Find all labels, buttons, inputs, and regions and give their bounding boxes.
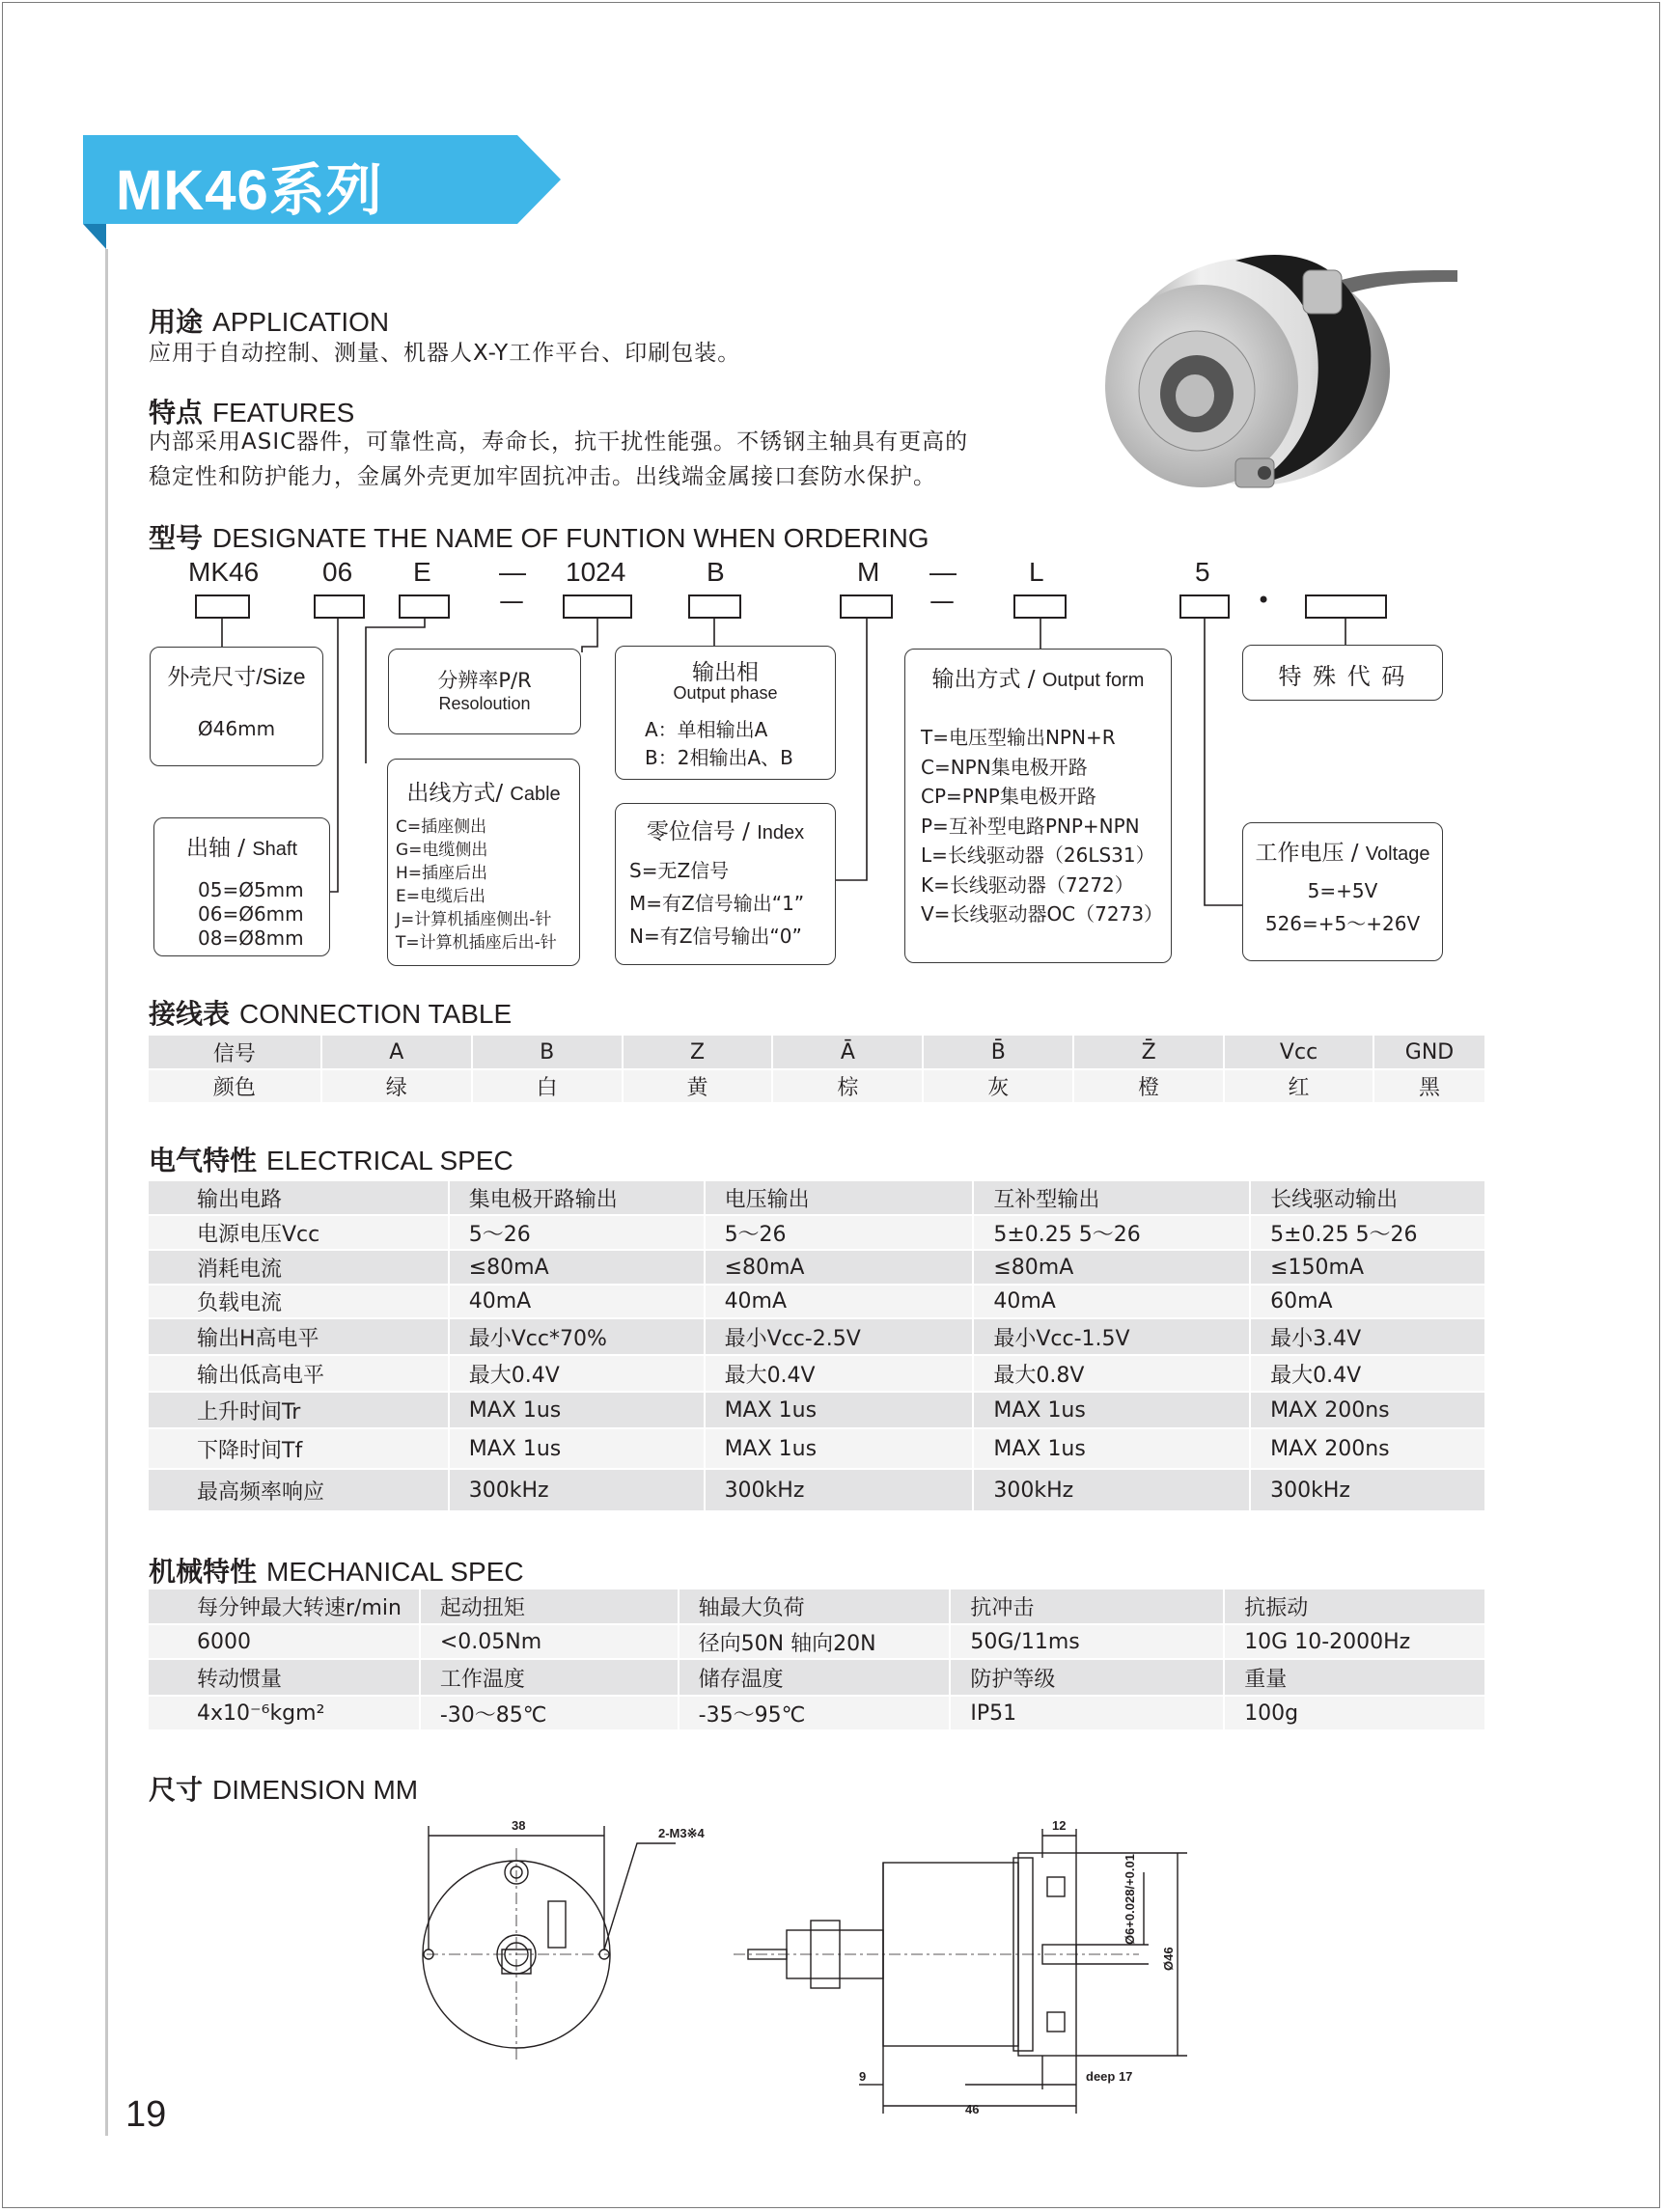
code-shaft: 06 [322, 557, 353, 587]
spec-row [149, 1659, 1485, 1696]
shaft-item: 08=Ø8mm [198, 926, 304, 950]
box-phase [615, 646, 836, 780]
spec-cell: 径向50N 轴向20N [679, 1624, 951, 1659]
application-title-cn: 用途 [149, 306, 204, 338]
spec-cell: 最小Vcc-2.5V [705, 1318, 974, 1355]
cable-item: H=插座后出 [396, 864, 488, 883]
spec-cell: 300kHz [449, 1469, 705, 1511]
spec-row [149, 1215, 1485, 1250]
dimension-drawing [405, 1805, 1197, 2123]
cable-item: T=计算机插座后出-针 [396, 933, 557, 953]
shaft-item: 06=Ø6mm [198, 902, 304, 926]
box-output-title: 输出方式 / Output form [931, 667, 1145, 692]
spec-cell: 最大0.4V [449, 1355, 705, 1392]
connection-cell: Z̄ [1073, 1036, 1224, 1069]
spec-cell: MAX 1us [705, 1428, 974, 1469]
spec-row [149, 1181, 1485, 1215]
code-cable: E [413, 557, 431, 587]
connection-cell: Ā [772, 1036, 923, 1069]
connection-cell: 白 [472, 1069, 623, 1103]
connection-heading [149, 993, 512, 1032]
cable-item: J=计算机插座侧出-针 [396, 910, 552, 929]
connection-cell: 信号 [149, 1036, 321, 1069]
index-item: N=有Z信号输出“0” [629, 925, 802, 948]
spec-cell: 重量 [1224, 1659, 1485, 1696]
spec-cell: 40mA [449, 1285, 705, 1318]
connection-cell: 绿 [321, 1069, 472, 1103]
spec-cell: 抗冲击 [950, 1590, 1224, 1624]
spec-cell: 互补型输出 [973, 1181, 1250, 1215]
spec-cell: <0.05Nm [420, 1624, 679, 1659]
spec-cell: ≤80mA [973, 1250, 1250, 1285]
spec-row [149, 1355, 1485, 1392]
box-phase-title: 输出相 [692, 660, 759, 685]
box-size-title: 外壳尺寸/Size [167, 664, 306, 689]
spec-cell: 输出电路 [149, 1181, 449, 1215]
box-resolution-sub: Resoloution [438, 694, 531, 713]
slot-dash-1: — [499, 587, 524, 616]
application-title-en: APPLICATION [212, 307, 390, 337]
box-resolution-title: 分辨率P/R [437, 669, 532, 692]
spec-cell: 最小Vcc-1.5V [973, 1318, 1250, 1355]
spec-cell: MAX 1us [449, 1392, 705, 1428]
spec-cell: 50G/11ms [950, 1624, 1224, 1659]
cable-item: C=插座侧出 [396, 817, 487, 837]
spec-cell: 每分钟最大转速r/min [149, 1590, 420, 1624]
dim-9: 9 [859, 2069, 867, 2084]
code-voltage: 5 [1195, 557, 1210, 587]
spec-cell: 5±0.25 5～26 [973, 1215, 1250, 1250]
mechanical-table [149, 1590, 1486, 1731]
voltage-item: 5=+5V [1307, 879, 1378, 902]
shaft-title-cn: 出轴 [185, 836, 231, 861]
spec-cell: 输出H高电平 [149, 1318, 449, 1355]
spec-cell: 转动惯量 [149, 1659, 420, 1696]
box-phase-items [645, 716, 793, 772]
dimension-title-cn: 尺寸 [149, 1774, 204, 1806]
code-dash-2: — [929, 557, 957, 587]
spec-cell: MAX 1us [705, 1392, 974, 1428]
spec-cell: 300kHz [973, 1469, 1250, 1511]
electrical-heading [149, 1140, 513, 1178]
spec-cell: 4x10⁻⁶kgm² [149, 1696, 420, 1730]
spec-cell: 上升时间Tr [149, 1392, 449, 1428]
output-title-en: Output form [1041, 670, 1145, 691]
connection-cell: B [472, 1036, 623, 1069]
box-shaft [153, 817, 330, 956]
spec-row [149, 1392, 1485, 1428]
spec-cell: 电压输出 [705, 1181, 974, 1215]
spec-row [149, 1428, 1485, 1469]
connection-row-signal [149, 1036, 1485, 1069]
dim-12: 12 [1052, 1818, 1067, 1833]
box-cable-items [396, 816, 557, 954]
output-item: T=电压型输出NPN+R [921, 726, 1116, 749]
spec-cell: 最小3.4V [1250, 1318, 1485, 1355]
spec-cell: 长线驱动输出 [1250, 1181, 1485, 1215]
connection-cell: 灰 [923, 1069, 1073, 1103]
dim-holes: 2-M3※4 [658, 1826, 705, 1840]
box-special-title: 特 殊 代 码 [1278, 663, 1407, 690]
spec-cell: -30～85℃ [420, 1696, 679, 1730]
spec-cell: 100g [1224, 1696, 1485, 1730]
spec-cell: 300kHz [705, 1469, 974, 1511]
code-output: L [1029, 557, 1044, 587]
spec-row [149, 1469, 1485, 1511]
spec-cell: MAX 1us [973, 1428, 1250, 1469]
spec-cell: 最高频率响应 [149, 1469, 449, 1511]
mechanical-title-cn: 机械特性 [149, 1556, 258, 1588]
electrical-title-cn: 电气特性 [149, 1145, 258, 1176]
spec-cell: 5±0.25 5～26 [1250, 1215, 1485, 1250]
box-output-items [921, 723, 1163, 929]
spec-cell: 最大0.8V [973, 1355, 1250, 1392]
voltage-title-cn: 工作电压 [1255, 841, 1345, 866]
connection-table [149, 1036, 1486, 1104]
box-shaft-title: 出轴 / Shaft [185, 836, 298, 861]
code-dash-1: — [499, 557, 526, 587]
spec-cell: 输出低高电平 [149, 1355, 449, 1392]
spec-row [149, 1318, 1485, 1355]
spec-cell: ≤150mA [1250, 1250, 1485, 1285]
box-resolution [388, 649, 581, 734]
index-title-en: Index [757, 822, 805, 843]
spec-cell: 负载电流 [149, 1285, 449, 1318]
slot-dash-2: — [929, 587, 955, 616]
connection-title-cn: 接线表 [149, 998, 231, 1030]
connection-cell: GND [1373, 1036, 1485, 1069]
connection-cell: A [321, 1036, 472, 1069]
index-title-cn: 零位信号 [646, 819, 735, 844]
spec-cell: 抗振动 [1224, 1590, 1485, 1624]
spec-cell: 5～26 [449, 1215, 705, 1250]
mechanical-heading [149, 1551, 524, 1590]
spec-cell: IP51 [950, 1696, 1224, 1730]
spec-cell: 电源电压Vcc [149, 1215, 449, 1250]
spec-row [149, 1250, 1485, 1285]
output-item: V=长线驱动器OC（7273） [921, 902, 1164, 926]
connection-cell: 红 [1224, 1069, 1373, 1103]
spec-cell: 40mA [705, 1285, 974, 1318]
connection-cell: Vcc [1224, 1036, 1373, 1069]
output-item: C=NPN集电极开路 [921, 755, 1088, 779]
spec-cell: ≤80mA [449, 1250, 705, 1285]
box-special [1242, 645, 1443, 701]
code-resolution: 1024 [566, 557, 626, 587]
slot-dot: • [1257, 587, 1271, 614]
box-size [150, 647, 323, 766]
shaft-item: 05=Ø5mm [198, 878, 304, 901]
connection-cell: 黑 [1373, 1069, 1485, 1103]
connection-row-color [149, 1069, 1485, 1103]
spec-row [149, 1285, 1485, 1318]
electrical-table [149, 1181, 1486, 1512]
voltage-item: 526=+5～+26V [1264, 912, 1421, 935]
box-phase-sub: Output phase [673, 683, 778, 703]
cable-item: E=电缆后出 [396, 887, 485, 906]
spec-cell: 消耗电流 [149, 1250, 449, 1285]
connection-cell: 颜色 [149, 1069, 321, 1103]
features-title-cn: 特点 [149, 397, 204, 429]
cable-title-en: Cable [510, 784, 561, 805]
spec-cell: 下降时间Tf [149, 1428, 449, 1469]
box-index-items [629, 854, 804, 953]
code-model: MK46 [188, 557, 260, 587]
code-phase: B [707, 557, 725, 587]
spec-cell: 最大0.4V [1250, 1355, 1485, 1392]
spec-cell: 60mA [1250, 1285, 1485, 1318]
box-voltage-title: 工作电压 / Voltage [1255, 841, 1430, 866]
box-size-value: Ø46mm [197, 717, 276, 740]
designate-title-en: DESIGNATE THE NAME OF FUNTION WHEN ORDERING [212, 523, 929, 553]
box-voltage [1242, 822, 1443, 961]
dim-46-dia: Ø46 [1161, 1947, 1176, 1971]
connection-cell: 黄 [623, 1069, 773, 1103]
voltage-title-en: Voltage [1365, 843, 1430, 865]
mechanical-title-en: MECHANICAL SPEC [266, 1557, 524, 1587]
spec-cell: 最小Vcc*70% [449, 1318, 705, 1355]
phase-item: B：2相输出A、B [645, 746, 793, 769]
cable-title-cn: 出线方式 [406, 781, 496, 806]
spec-cell: MAX 1us [973, 1392, 1250, 1428]
box-index [615, 803, 836, 965]
shaft-title-en: Shaft [252, 839, 298, 860]
series-title: MK46系列 [116, 159, 383, 222]
phase-item: A：单相输出A [645, 718, 768, 741]
output-item: K=长线驱动器（7272） [921, 872, 1134, 897]
box-output [904, 649, 1172, 963]
cable-item: G=电缆侧出 [396, 841, 488, 860]
features-line-2: 稳定性和防护能力，金属外壳更加牢固抗冲击。出线端金属接口套防水保护。 [149, 464, 936, 489]
spec-cell: 6000 [149, 1624, 420, 1659]
output-item: L=长线驱动器（26LS31） [921, 843, 1155, 867]
spec-cell: 集电极开路输出 [449, 1181, 705, 1215]
dim-38: 38 [512, 1818, 526, 1833]
index-item: S=无Z信号 [629, 859, 730, 882]
features-line-1: 内部采用ASIC器件，可靠性高，寿命长，抗干扰性能强。不锈钢主轴具有更高的 [149, 429, 969, 455]
dimension-title-en: DIMENSION MM [212, 1775, 419, 1805]
spec-row [149, 1624, 1485, 1659]
spec-cell: 10G 10-2000Hz [1224, 1624, 1485, 1659]
spec-cell: MAX 200ns [1250, 1428, 1485, 1469]
designate-title-cn: 型号 [149, 522, 204, 554]
code-index: M [857, 557, 880, 587]
output-item: CP=PNP集电极开路 [921, 785, 1096, 808]
spec-cell: 储存温度 [679, 1659, 951, 1696]
connection-cell: Z [623, 1036, 773, 1069]
dimension-heading [149, 1769, 418, 1808]
spec-cell: 300kHz [1250, 1469, 1485, 1511]
spec-cell: -35～95℃ [679, 1696, 951, 1730]
index-item: M=有Z信号输出“1” [629, 892, 805, 915]
spec-cell: MAX 1us [449, 1428, 705, 1469]
electrical-title-en: ELECTRICAL SPEC [266, 1146, 513, 1175]
box-cable-title: 出线方式/ Cable [406, 781, 561, 806]
page-number: 19 [125, 2094, 167, 2135]
box-index-title: 零位信号 / Index [646, 819, 805, 844]
application-text: 应用于自动控制、测量、机器人X-Y工作平台、印刷包装。 [149, 341, 741, 366]
spec-row [149, 1696, 1485, 1730]
features-title-en: FEATURES [212, 398, 355, 428]
box-cable [387, 759, 580, 966]
spec-cell: MAX 200ns [1250, 1392, 1485, 1428]
connection-title-en: CONNECTION TABLE [239, 999, 513, 1029]
connection-cell: B̄ [923, 1036, 1073, 1069]
dim-46: 46 [965, 2102, 980, 2116]
output-item: P=互补型电路PNP+NPN [921, 814, 1140, 838]
dim-shaft: Ø6+0.028/+0.01 [1123, 1854, 1137, 1945]
spec-cell: ≤80mA [705, 1250, 974, 1285]
connection-cell: 棕 [772, 1069, 923, 1103]
spec-cell: 5～26 [705, 1215, 974, 1250]
dim-deep: deep 17 [1086, 2069, 1133, 2084]
spec-cell: 防护等级 [950, 1659, 1224, 1696]
spec-cell: 起动扭矩 [420, 1590, 679, 1624]
output-title-cn: 输出方式 [931, 667, 1021, 692]
spec-cell: 工作温度 [420, 1659, 679, 1696]
box-shaft-items [198, 876, 304, 953]
spec-cell: 最大0.4V [705, 1355, 974, 1392]
connection-cell: 橙 [1073, 1069, 1224, 1103]
spec-cell: 轴最大负荷 [679, 1590, 951, 1624]
spec-row [149, 1590, 1485, 1624]
spec-cell: 40mA [973, 1285, 1250, 1318]
